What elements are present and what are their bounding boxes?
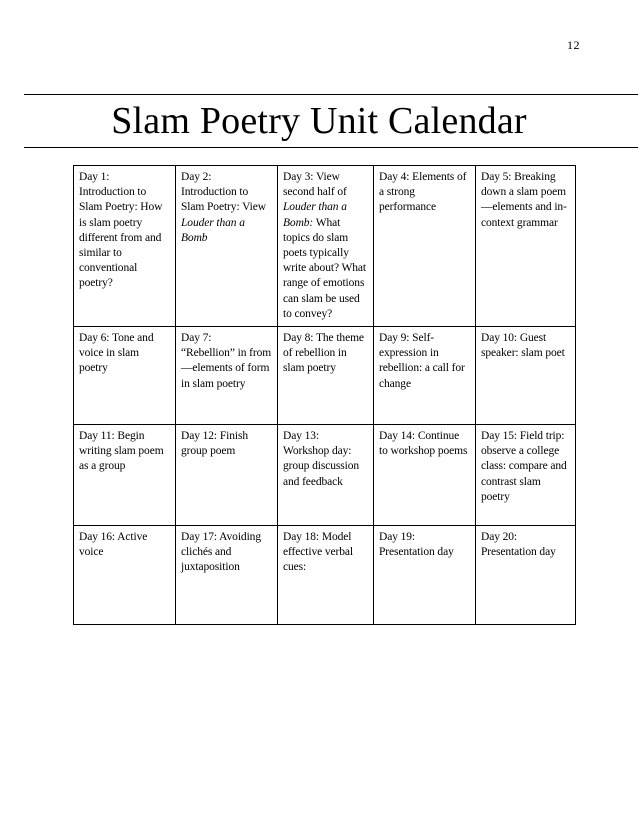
day-label: Day 16: bbox=[79, 531, 116, 543]
calendar-cell-day-11 bbox=[74, 425, 176, 526]
calendar-cell-day-9 bbox=[374, 327, 476, 425]
calendar-row-week-4 bbox=[74, 526, 576, 625]
day-activity: Breaking down a slam poem—elements and in-context grammar bbox=[481, 171, 567, 229]
day-activity: Presentation day bbox=[379, 546, 454, 559]
day-activity: Begin writing slam poem as a group bbox=[79, 430, 164, 473]
calendar-row-week-3 bbox=[74, 425, 576, 526]
day-label: Day 5: bbox=[481, 171, 512, 183]
day-label: Day 1: bbox=[79, 171, 110, 183]
calendar-cell-day-17 bbox=[176, 526, 278, 625]
unit-calendar-table bbox=[73, 165, 576, 625]
day-activity-film-title: Louder than a Bomb: bbox=[283, 201, 347, 229]
day-label: Day 7: bbox=[181, 332, 212, 344]
day-label: Day 20: bbox=[481, 531, 518, 543]
calendar-cell-day-10 bbox=[476, 327, 576, 425]
day-label: Day 4: bbox=[379, 171, 410, 183]
day-label: Day 19: bbox=[379, 531, 416, 543]
day-label: Day 14: bbox=[379, 430, 416, 442]
day-activity: The theme of rebellion in slam poetry bbox=[283, 332, 364, 375]
calendar-cell-day-5 bbox=[476, 166, 576, 327]
day-activity: Continue to workshop poems bbox=[379, 430, 468, 458]
calendar-cell-day-3 bbox=[278, 166, 374, 327]
day-label: Day 15: bbox=[481, 430, 518, 442]
day-activity: Tone and voice in slam poetry bbox=[79, 332, 154, 375]
calendar-cell-day-13 bbox=[278, 425, 374, 526]
day-label: Day 3: bbox=[283, 171, 314, 183]
calendar-cell-day-6 bbox=[74, 327, 176, 425]
calendar-cell-day-8 bbox=[278, 327, 374, 425]
day-activity-continued: What topics do slam poets typically write about? What range of emotions can slam be used to convey? bbox=[283, 216, 367, 320]
day-activity: Workshop day: group discussion and feedback bbox=[283, 445, 360, 488]
day-label: Day 11: bbox=[79, 430, 115, 442]
day-label: Day 8: bbox=[283, 332, 314, 344]
day-activity: Introduction to Slam Poetry: How is slam poetry different from and similar to conventional poetry? bbox=[79, 186, 163, 290]
day-activity: Introduction to Slam Poetry: View bbox=[181, 186, 266, 214]
day-label: Day 17: bbox=[181, 531, 218, 543]
calendar-cell-day-20 bbox=[476, 526, 576, 625]
calendar-cell-day-7 bbox=[176, 327, 278, 425]
page-title: Slam Poetry Unit Calendar bbox=[111, 100, 527, 142]
calendar-cell-day-12 bbox=[176, 425, 278, 526]
day-activity: Field trip: observe a college class: compare and contrast slam poetry bbox=[481, 430, 567, 503]
calendar-row-week-1 bbox=[74, 166, 576, 327]
day-activity: View second half of bbox=[283, 171, 347, 199]
calendar-cell-day-4 bbox=[374, 166, 476, 327]
calendar-cell-day-2 bbox=[176, 166, 278, 327]
day-label: Day 18: bbox=[283, 531, 320, 543]
bottom-rule bbox=[24, 147, 638, 148]
day-activity: Guest speaker: slam poet bbox=[481, 332, 565, 360]
day-activity: “Rebellion” in from—elements of form in slam poetry bbox=[181, 347, 272, 390]
day-label: Day 10: bbox=[481, 332, 518, 344]
day-activity: Presentation day bbox=[481, 546, 556, 559]
day-activity: Elements of a strong performance bbox=[379, 171, 467, 214]
day-label: Day 13: bbox=[283, 430, 320, 442]
calendar-row-week-2 bbox=[74, 327, 576, 425]
day-label: Day 9: bbox=[379, 332, 410, 344]
day-activity: Active voice bbox=[79, 531, 148, 559]
day-label: Day 2: bbox=[181, 171, 212, 183]
day-activity: Self-expression in rebellion: a call for change bbox=[379, 332, 465, 390]
day-activity-film-title: Louder than a Bomb bbox=[181, 216, 245, 244]
day-label: Day 6: bbox=[79, 332, 110, 344]
day-label: Day 12: bbox=[181, 430, 218, 442]
top-rule bbox=[24, 94, 638, 95]
calendar-cell-day-16 bbox=[74, 526, 176, 625]
calendar-cell-day-1 bbox=[74, 166, 176, 327]
page-number: 12 bbox=[567, 38, 580, 52]
day-activity: Avoiding clichés and juxtaposition bbox=[181, 531, 261, 574]
calendar-cell-day-18 bbox=[278, 526, 374, 625]
calendar-cell-day-19 bbox=[374, 526, 476, 625]
calendar-cell-day-14 bbox=[374, 425, 476, 526]
day-activity: Model effective verbal cues: bbox=[283, 531, 354, 574]
day-activity: Finish group poem bbox=[181, 430, 248, 458]
calendar-cell-day-15 bbox=[476, 425, 576, 526]
